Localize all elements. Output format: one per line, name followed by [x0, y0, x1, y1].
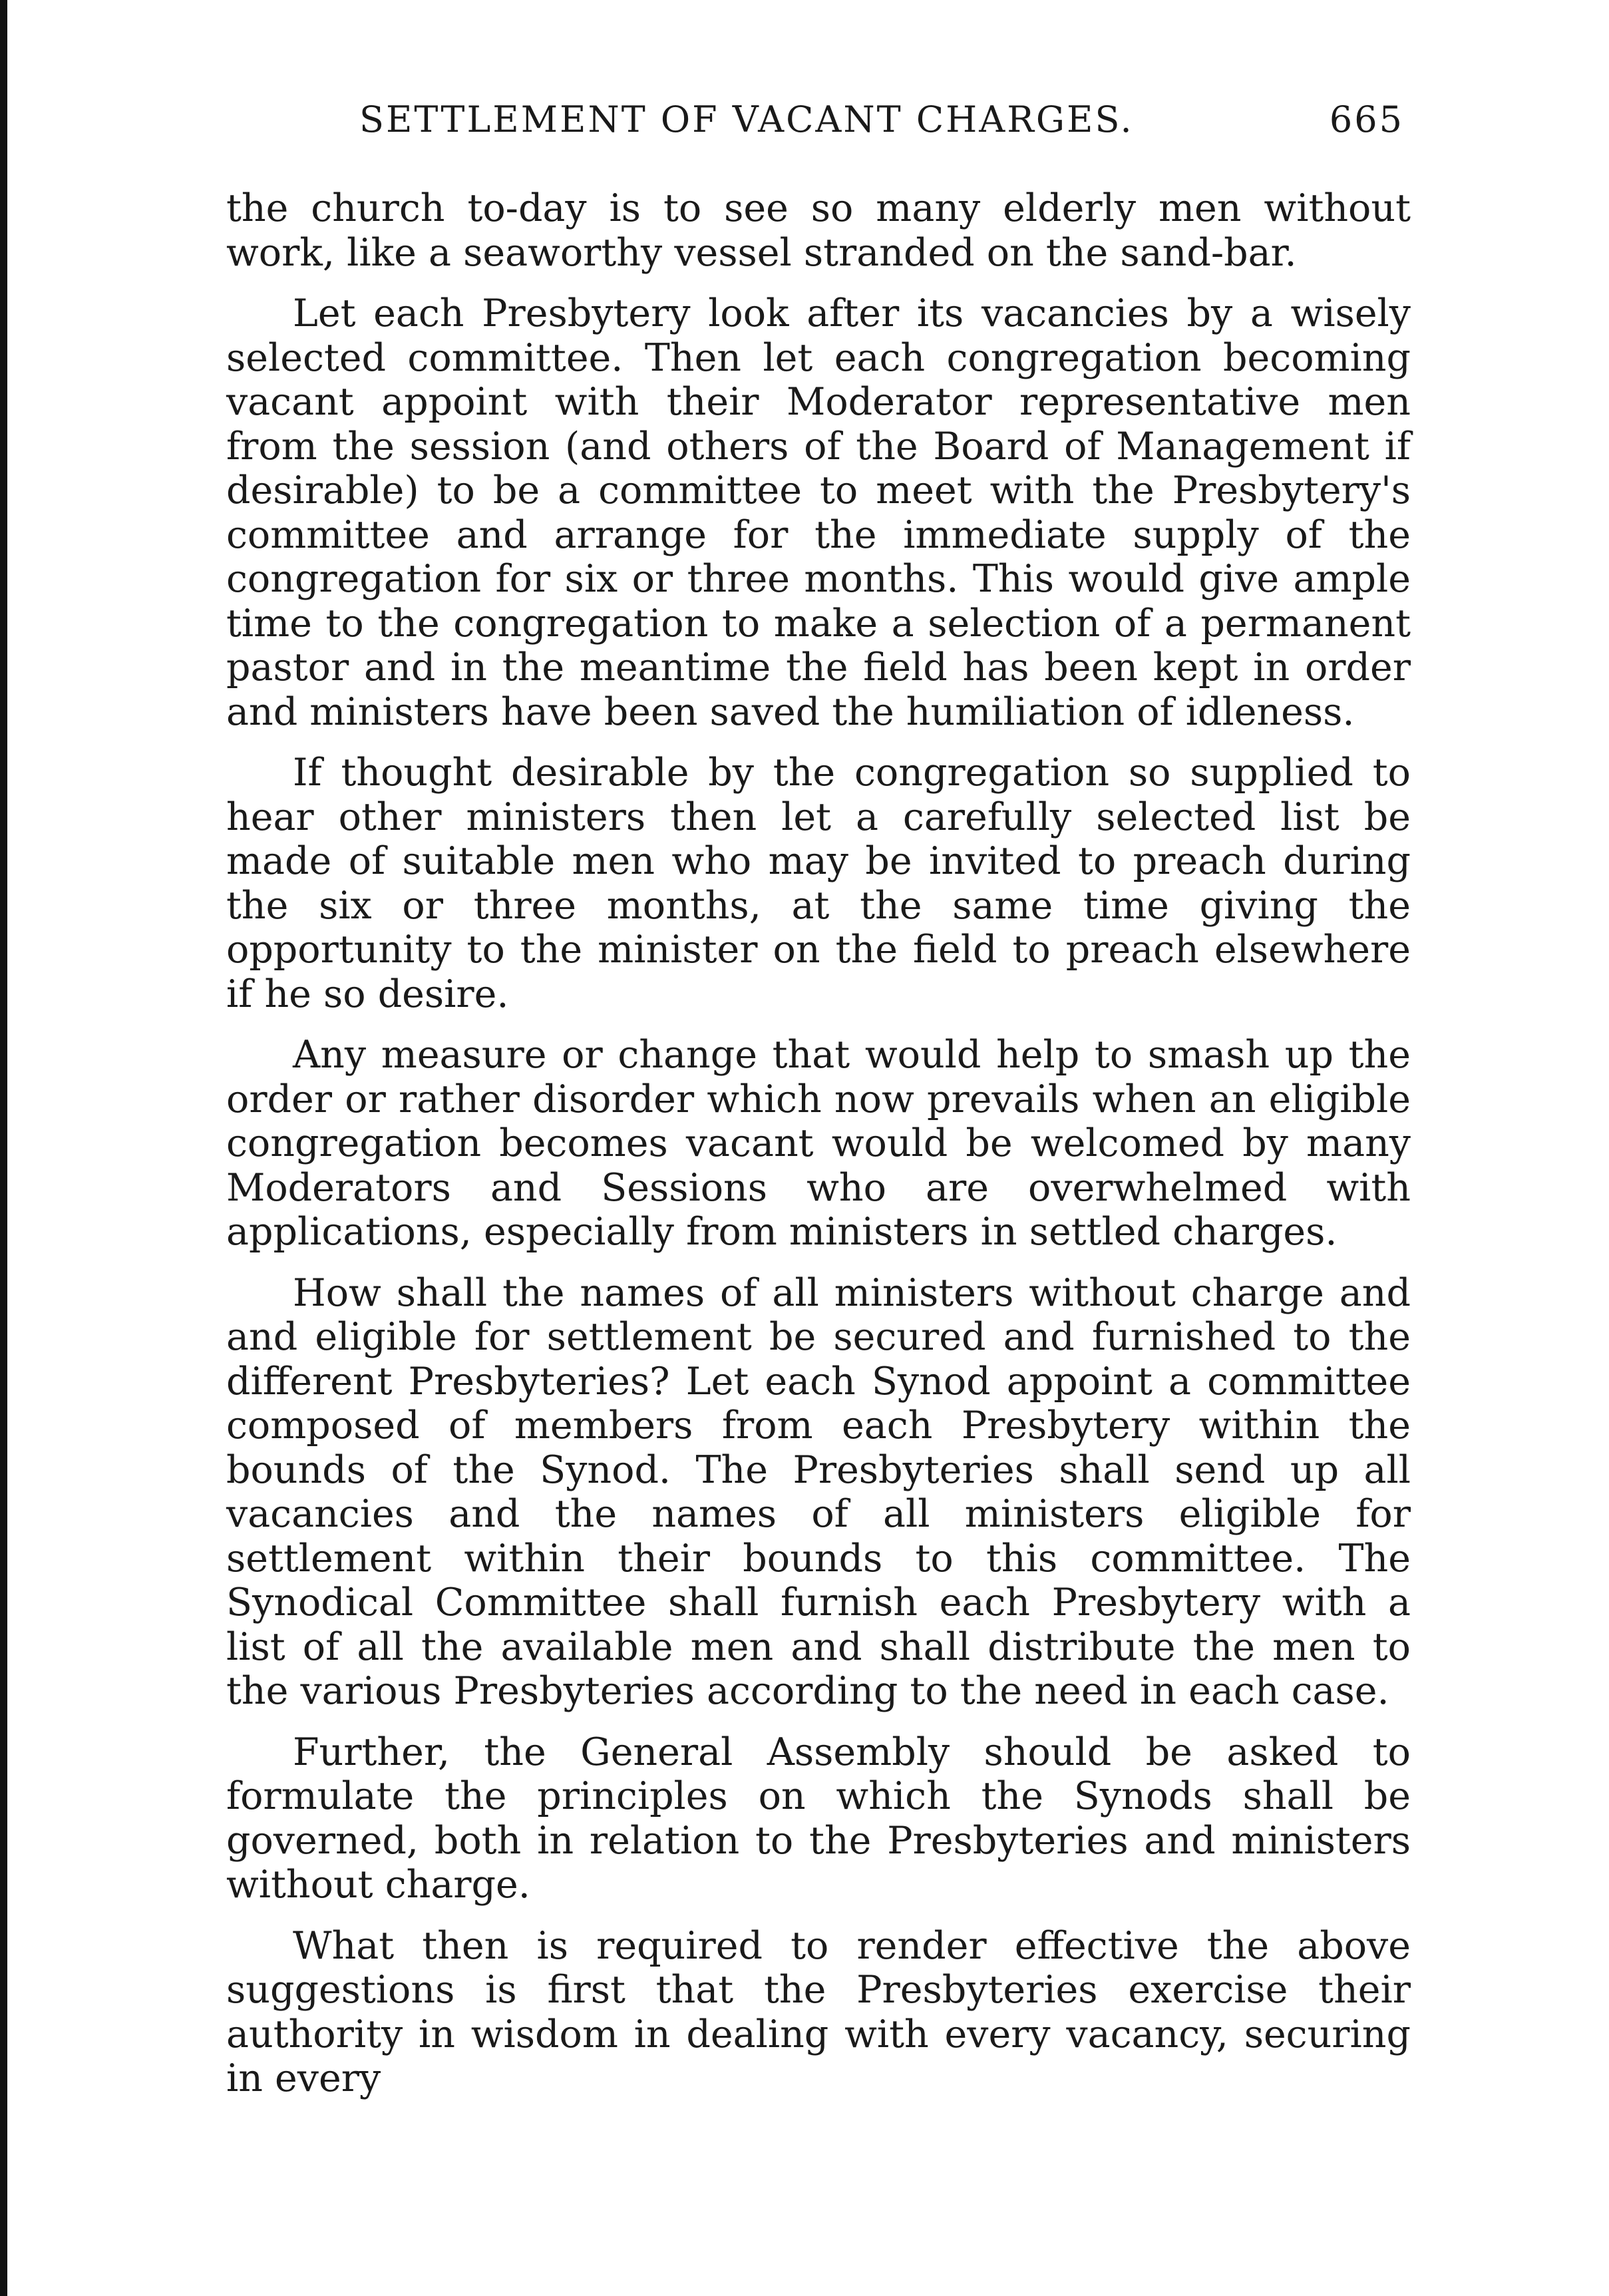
paragraph: Further, the General Assembly should be asked to formulate the principles on which the Synods shall be governed, both in relation to the Presbyteries and ministers without charge. — [226, 1730, 1411, 1907]
paragraph: If thought desirable by the congregation so supplied to hear other ministers then let a carefully selected list be made of suitable men who may be invited to preach during the six or three months, at the same time giving the opportunity to the minister on the field to preach elsewhere if he so desire. — [226, 751, 1411, 1016]
paragraph: What then is required to render effective the above suggestions is first that the Presbyteries exercise their authority in wisdom in dealing with every vacancy, securing in every — [226, 1923, 1411, 2100]
paragraph: Any measure or change that would help to smash up the order or rather disorder which now prevails when an eligible congregation becomes vacant would be welcomed by many Moderators and Sessions who are overwhelmed with applications, especially from ministers in settled charges. — [226, 1033, 1411, 1254]
running-head — [226, 87, 1411, 153]
scan-edge-bar — [0, 0, 7, 2296]
body-text — [226, 186, 1411, 2101]
paragraph: the church to-day is to see so many elderly men without work, like a seaworthy vessel stranded on the sand-bar. — [226, 186, 1411, 275]
running-head-title: SETTLEMENT OF VACANT CHARGES. — [359, 98, 1134, 140]
paragraph: How shall the names of all ministers without charge and and eligible for settlement be secured and furnished to the different Presbyteries? Let each Synod appoint a committee composed of members from each Presbytery within the bounds of the Synod. The Presbyteries shall send up all vacancies and the names of all ministers eligible for settlement within their bounds to this committee. The Synodical Committee shall furnish each Presbytery with a list of all the available men and shall distribute the men to the various Presbyteries according to the need in each case. — [226, 1270, 1411, 1713]
paragraph: Let each Presbytery look after its vacancies by a wisely selected committee. Then let each congregation becoming vacant appoint with their Moderator representative men from the session (and others of the Board of Management if desirable) to be a committee to meet with the Presbytery's committee and arrange for the immediate supply of the congregation for six or three months. This would give ample time to the congregation to make a selection of a permanent pastor and in the meantime the field has been kept in order and ministers have been saved the humiliation of idleness. — [226, 291, 1411, 734]
page-number: 665 — [1329, 98, 1404, 140]
book-page — [226, 87, 1411, 2118]
